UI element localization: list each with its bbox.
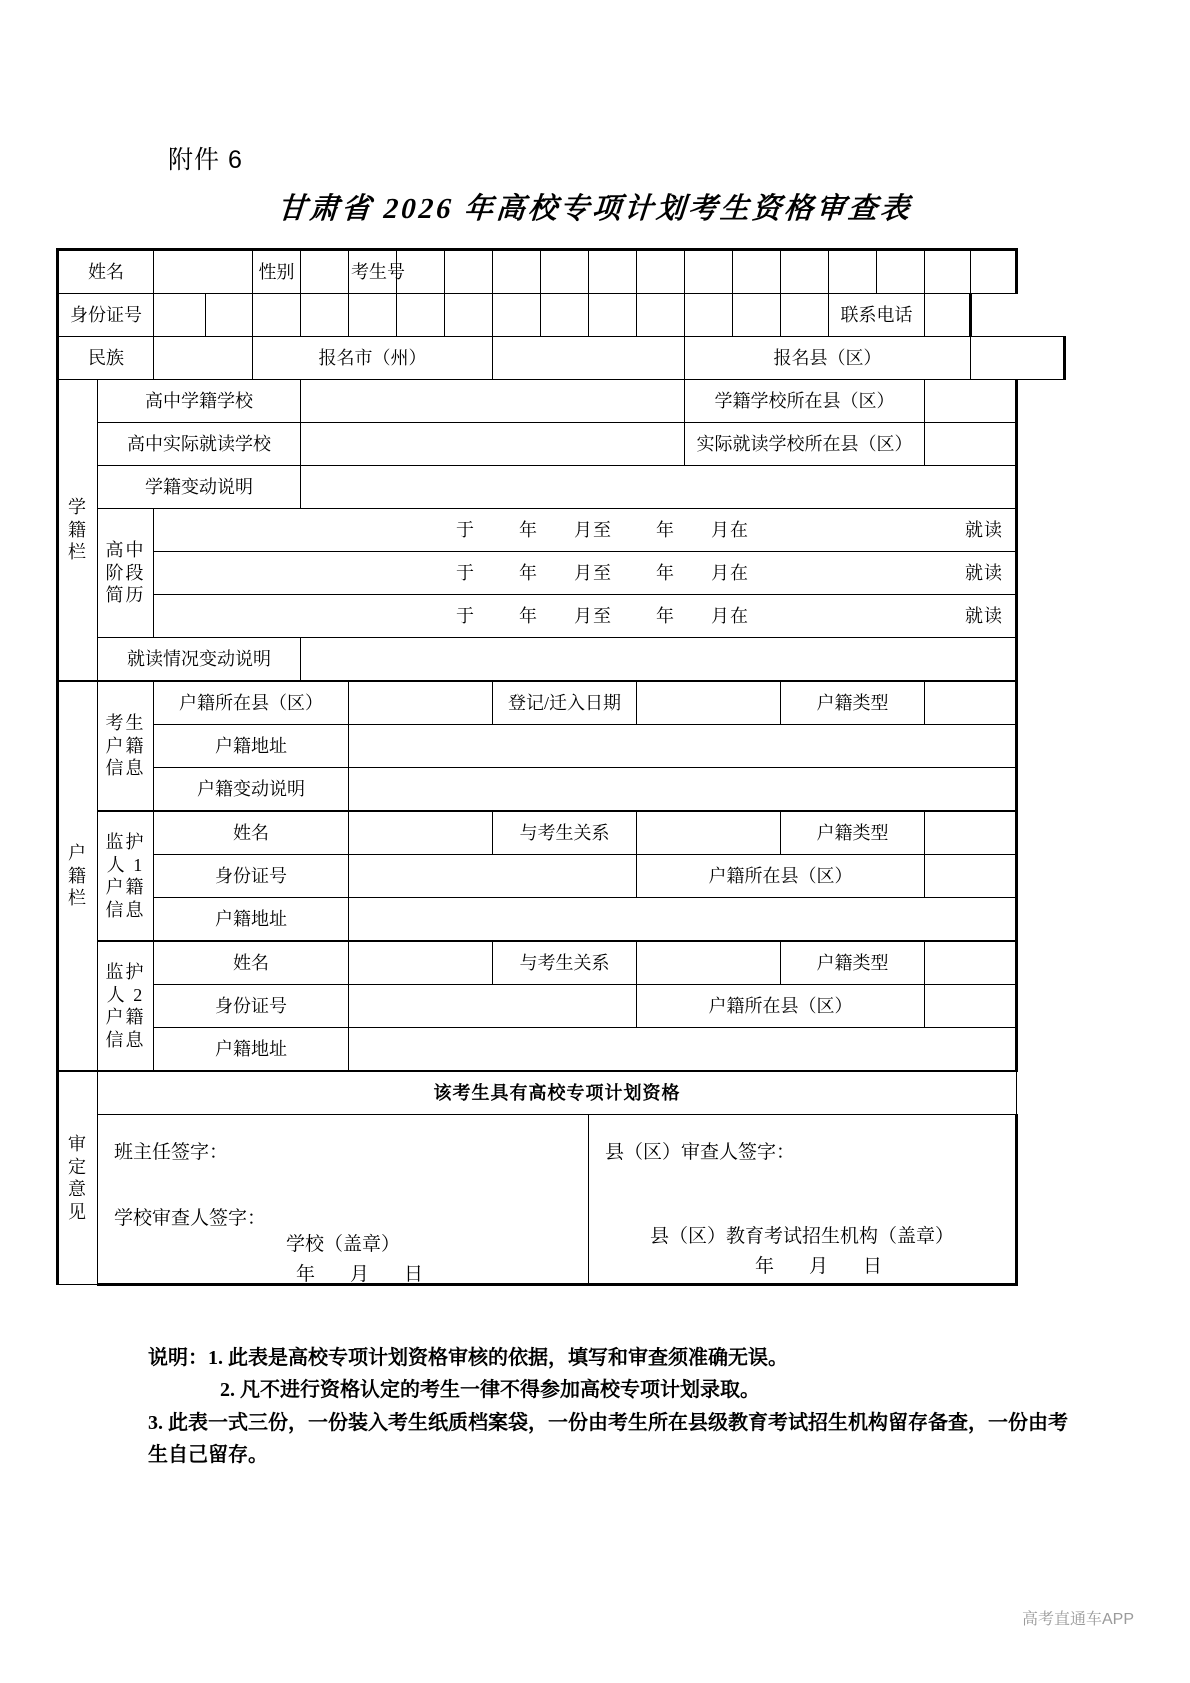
household-register-date-value[interactable] bbox=[637, 681, 781, 725]
date-year: 年 bbox=[754, 1256, 775, 1277]
household-address-label: 户籍地址 bbox=[154, 725, 349, 768]
household-county-value[interactable] bbox=[349, 681, 493, 725]
exam-no-cell[interactable] bbox=[925, 250, 971, 294]
guardian2-type-label: 户籍类型 bbox=[781, 941, 925, 985]
resume-suffix: 就读 bbox=[965, 520, 1003, 540]
resume-suffix: 就读 bbox=[965, 563, 1003, 583]
hs-registration-county-label: 学籍学校所在县（区） bbox=[685, 380, 925, 423]
hs-actual-county-label: 实际就读学校所在县（区） bbox=[685, 423, 925, 466]
table-row-guardian1-address bbox=[58, 898, 1065, 942]
resume-year: 年 bbox=[519, 519, 538, 540]
resume-year: 年 bbox=[519, 562, 538, 583]
exam-no-cell[interactable] bbox=[637, 250, 685, 294]
guardian1-county-value[interactable] bbox=[925, 855, 1017, 898]
date-month: 月 bbox=[808, 1256, 829, 1277]
teacher-signature-label: 班主任签字： bbox=[114, 1142, 229, 1163]
resume-prefix: 于 bbox=[456, 562, 475, 583]
table-row-household-change-note bbox=[58, 768, 1065, 812]
school-approval-box[interactable] bbox=[98, 1115, 589, 1285]
resume-prefix: 于 bbox=[456, 519, 475, 540]
exam-no-cell[interactable] bbox=[877, 250, 925, 294]
id-cell[interactable] bbox=[637, 294, 685, 337]
register-county-value[interactable] bbox=[971, 337, 1065, 380]
note-line-2: 2. 凡不进行资格认定的考生一律不得参加高校专项计划录取。 bbox=[220, 1379, 760, 1402]
register-county-label: 报名县（区） bbox=[685, 337, 971, 380]
id-cell[interactable] bbox=[397, 294, 445, 337]
table-row-resume-3 bbox=[58, 595, 1065, 638]
school-date-line bbox=[98, 1263, 588, 1287]
id-cell[interactable] bbox=[445, 294, 493, 337]
guardian2-relation-label: 与考生关系 bbox=[493, 941, 637, 985]
resume-year: 年 bbox=[519, 605, 538, 626]
county-seal-label: 县（区）教育考试招生机构（盖章） bbox=[649, 1226, 954, 1247]
register-city-label: 报名市（州） bbox=[253, 337, 493, 380]
qualification-form bbox=[56, 248, 1066, 1286]
resume-year2: 年 bbox=[656, 562, 675, 583]
academic-change-note-value[interactable] bbox=[301, 466, 1017, 509]
table-row-resume-1 bbox=[58, 509, 1065, 552]
ethnicity-label: 民族 bbox=[58, 337, 154, 380]
resume-month-to: 月至 bbox=[574, 605, 612, 626]
table-row-signatures bbox=[58, 1115, 1065, 1285]
date-month: 月 bbox=[349, 1264, 370, 1285]
resume-month-at: 月在 bbox=[711, 519, 749, 540]
exam-no-cell[interactable] bbox=[589, 250, 637, 294]
guardian1-id-label: 身份证号 bbox=[154, 855, 349, 898]
section-label-approval: 审 定 意 见 bbox=[58, 1071, 98, 1285]
resume-year2: 年 bbox=[656, 605, 675, 626]
id-cell[interactable] bbox=[541, 294, 589, 337]
hs-resume-label: 高中 阶段 简历 bbox=[98, 509, 154, 638]
table-row-household-county bbox=[58, 681, 1065, 725]
household-type-label: 户籍类型 bbox=[781, 681, 925, 725]
guardian2-type-value[interactable] bbox=[925, 941, 1017, 985]
page-title: 甘肃省 2026 年高校专项计划考生资格审查表 bbox=[276, 193, 914, 225]
gender-value[interactable] bbox=[301, 250, 349, 294]
candidate-household-label: 考生 户籍 信息 bbox=[98, 681, 154, 811]
section-label-academic: 学 籍 栏 bbox=[58, 380, 98, 682]
guardian2-label: 监护人 2 户籍信息 bbox=[98, 941, 154, 1071]
hs-registration-county-value[interactable] bbox=[925, 380, 1017, 423]
exam-no-cell[interactable] bbox=[445, 250, 493, 294]
table-row-academic-change-note bbox=[58, 466, 1065, 509]
qualification-statement: 该考生具有高校专项计划资格 bbox=[98, 1071, 1017, 1115]
gender-label: 性别 bbox=[253, 250, 301, 294]
guardian1-type-value[interactable] bbox=[925, 811, 1017, 855]
guardian2-id-value[interactable] bbox=[349, 985, 637, 1028]
guardian2-relation-value[interactable] bbox=[637, 941, 781, 985]
school-seal-label: 学校（盖章） bbox=[285, 1234, 400, 1255]
note-line-1: 说明：1. 此表是高校专项计划资格审核的依据，填写和审查须准确无误。 bbox=[148, 1347, 788, 1369]
table-row-basic bbox=[58, 250, 1065, 294]
table-row-region bbox=[58, 337, 1065, 380]
table-row-household-address bbox=[58, 725, 1065, 768]
guardian2-name-label: 姓名 bbox=[154, 941, 349, 985]
table-row-qualification-statement bbox=[58, 1071, 1065, 1115]
resume-year2: 年 bbox=[656, 519, 675, 540]
guardian2-id-label: 身份证号 bbox=[154, 985, 349, 1028]
guardian1-label: 监护人 1 户籍信息 bbox=[98, 811, 154, 941]
county-reviewer-label: 县（区）审查人签字： bbox=[605, 1142, 796, 1163]
table-row-guardian1-name bbox=[58, 811, 1065, 855]
guardian2-name-value[interactable] bbox=[349, 941, 493, 985]
id-cell[interactable] bbox=[154, 294, 206, 337]
resume-prefix: 于 bbox=[456, 605, 475, 626]
phone-label: 联系电话 bbox=[829, 294, 925, 337]
study-change-note-label: 就读情况变动说明 bbox=[98, 638, 301, 682]
school-reviewer-label: 学校审查人签字： bbox=[114, 1208, 267, 1229]
guardian1-relation-label: 与考生关系 bbox=[493, 811, 637, 855]
household-address-value[interactable] bbox=[349, 725, 1017, 768]
resume-month-at: 月在 bbox=[711, 562, 749, 583]
guardian1-address-label: 户籍地址 bbox=[154, 898, 349, 942]
table-row-academic-actual-school bbox=[58, 423, 1065, 466]
hs-actual-county-value[interactable] bbox=[925, 423, 1017, 466]
resume-entry[interactable] bbox=[154, 509, 1017, 552]
table-row-study-change-note bbox=[58, 638, 1065, 682]
hs-registration-school-label: 高中学籍学校 bbox=[98, 380, 301, 423]
resume-entry[interactable] bbox=[154, 552, 1017, 595]
hs-registration-school-value[interactable] bbox=[301, 380, 685, 423]
guardian2-county-value[interactable] bbox=[925, 985, 1017, 1028]
form-table bbox=[56, 248, 1066, 1286]
guardian1-name-label: 姓名 bbox=[154, 811, 349, 855]
guardian2-address-value[interactable] bbox=[349, 1028, 1017, 1072]
resume-month-to: 月至 bbox=[574, 562, 612, 583]
household-change-note-value[interactable] bbox=[349, 768, 1017, 812]
id-cell[interactable] bbox=[253, 294, 301, 337]
watermark: 高考直通车APP bbox=[1021, 1611, 1134, 1628]
table-row-academic-school bbox=[58, 380, 1065, 423]
attachment-label: 附件 6 bbox=[168, 146, 243, 174]
exam-no-cell[interactable] bbox=[493, 250, 541, 294]
hs-actual-school-value[interactable] bbox=[301, 423, 685, 466]
register-city-value[interactable] bbox=[493, 337, 685, 380]
county-approval-box[interactable] bbox=[589, 1115, 1017, 1285]
guardian2-county-label: 户籍所在县（区） bbox=[637, 985, 925, 1028]
table-row-guardian2-id bbox=[58, 985, 1065, 1028]
id-cell[interactable] bbox=[589, 294, 637, 337]
household-change-note-label: 户籍变动说明 bbox=[154, 768, 349, 812]
guardian1-type-label: 户籍类型 bbox=[781, 811, 925, 855]
section-label-household: 户 籍 栏 bbox=[58, 681, 98, 1071]
table-row-resume-2 bbox=[58, 552, 1065, 595]
exam-no-label: 考生号 bbox=[349, 250, 397, 294]
resume-entry[interactable] bbox=[154, 595, 1017, 638]
ethnicity-value[interactable] bbox=[154, 337, 253, 380]
exam-no-cell[interactable] bbox=[685, 250, 733, 294]
date-day: 日 bbox=[404, 1264, 425, 1285]
table-row-guardian2-address bbox=[58, 1028, 1065, 1072]
household-type-value[interactable] bbox=[925, 681, 1017, 725]
resume-month-at: 月在 bbox=[711, 605, 749, 626]
guardian2-address-label: 户籍地址 bbox=[154, 1028, 349, 1072]
exam-no-cell[interactable] bbox=[733, 250, 781, 294]
phone-value[interactable] bbox=[925, 294, 971, 337]
household-county-label: 户籍所在县（区） bbox=[154, 681, 349, 725]
form-notes bbox=[148, 1342, 1078, 1472]
id-cell[interactable] bbox=[733, 294, 781, 337]
id-number-label: 身份证号 bbox=[58, 294, 154, 337]
date-day: 日 bbox=[863, 1256, 884, 1277]
county-date-line bbox=[589, 1255, 1015, 1279]
exam-no-cell[interactable] bbox=[829, 250, 877, 294]
guardian1-id-value[interactable] bbox=[349, 855, 637, 898]
hs-actual-school-label: 高中实际就读学校 bbox=[98, 423, 301, 466]
guardian1-name-value[interactable] bbox=[349, 811, 493, 855]
id-cell[interactable] bbox=[685, 294, 733, 337]
study-change-note-value[interactable] bbox=[301, 638, 1017, 682]
id-cell[interactable] bbox=[781, 294, 829, 337]
name-value[interactable] bbox=[154, 250, 253, 294]
exam-no-cell[interactable] bbox=[971, 250, 1017, 294]
name-label: 姓名 bbox=[58, 250, 154, 294]
table-row-guardian1-id bbox=[58, 855, 1065, 898]
household-register-date-label: 登记/迁入日期 bbox=[493, 681, 637, 725]
table-row-id bbox=[58, 294, 1065, 337]
id-cell[interactable] bbox=[206, 294, 253, 337]
resume-month-to: 月至 bbox=[574, 519, 612, 540]
guardian1-relation-value[interactable] bbox=[637, 811, 781, 855]
exam-no-cell[interactable] bbox=[781, 250, 829, 294]
exam-no-cell[interactable] bbox=[541, 250, 589, 294]
resume-suffix: 就读 bbox=[965, 606, 1003, 626]
id-cell[interactable] bbox=[301, 294, 349, 337]
date-year: 年 bbox=[295, 1264, 316, 1285]
academic-change-note-label: 学籍变动说明 bbox=[98, 466, 301, 509]
table-row-guardian2-name bbox=[58, 941, 1065, 985]
guardian1-county-label: 户籍所在县（区） bbox=[637, 855, 925, 898]
guardian1-address-value[interactable] bbox=[349, 898, 1017, 942]
id-cell[interactable] bbox=[493, 294, 541, 337]
note-line-3: 3. 此表一式三份，一份装入考生纸质档案袋，一份由考生所在县级教育考试招生机构留存备查，一份由考生自己留存。 bbox=[148, 1411, 1068, 1467]
id-cell[interactable] bbox=[349, 294, 397, 337]
